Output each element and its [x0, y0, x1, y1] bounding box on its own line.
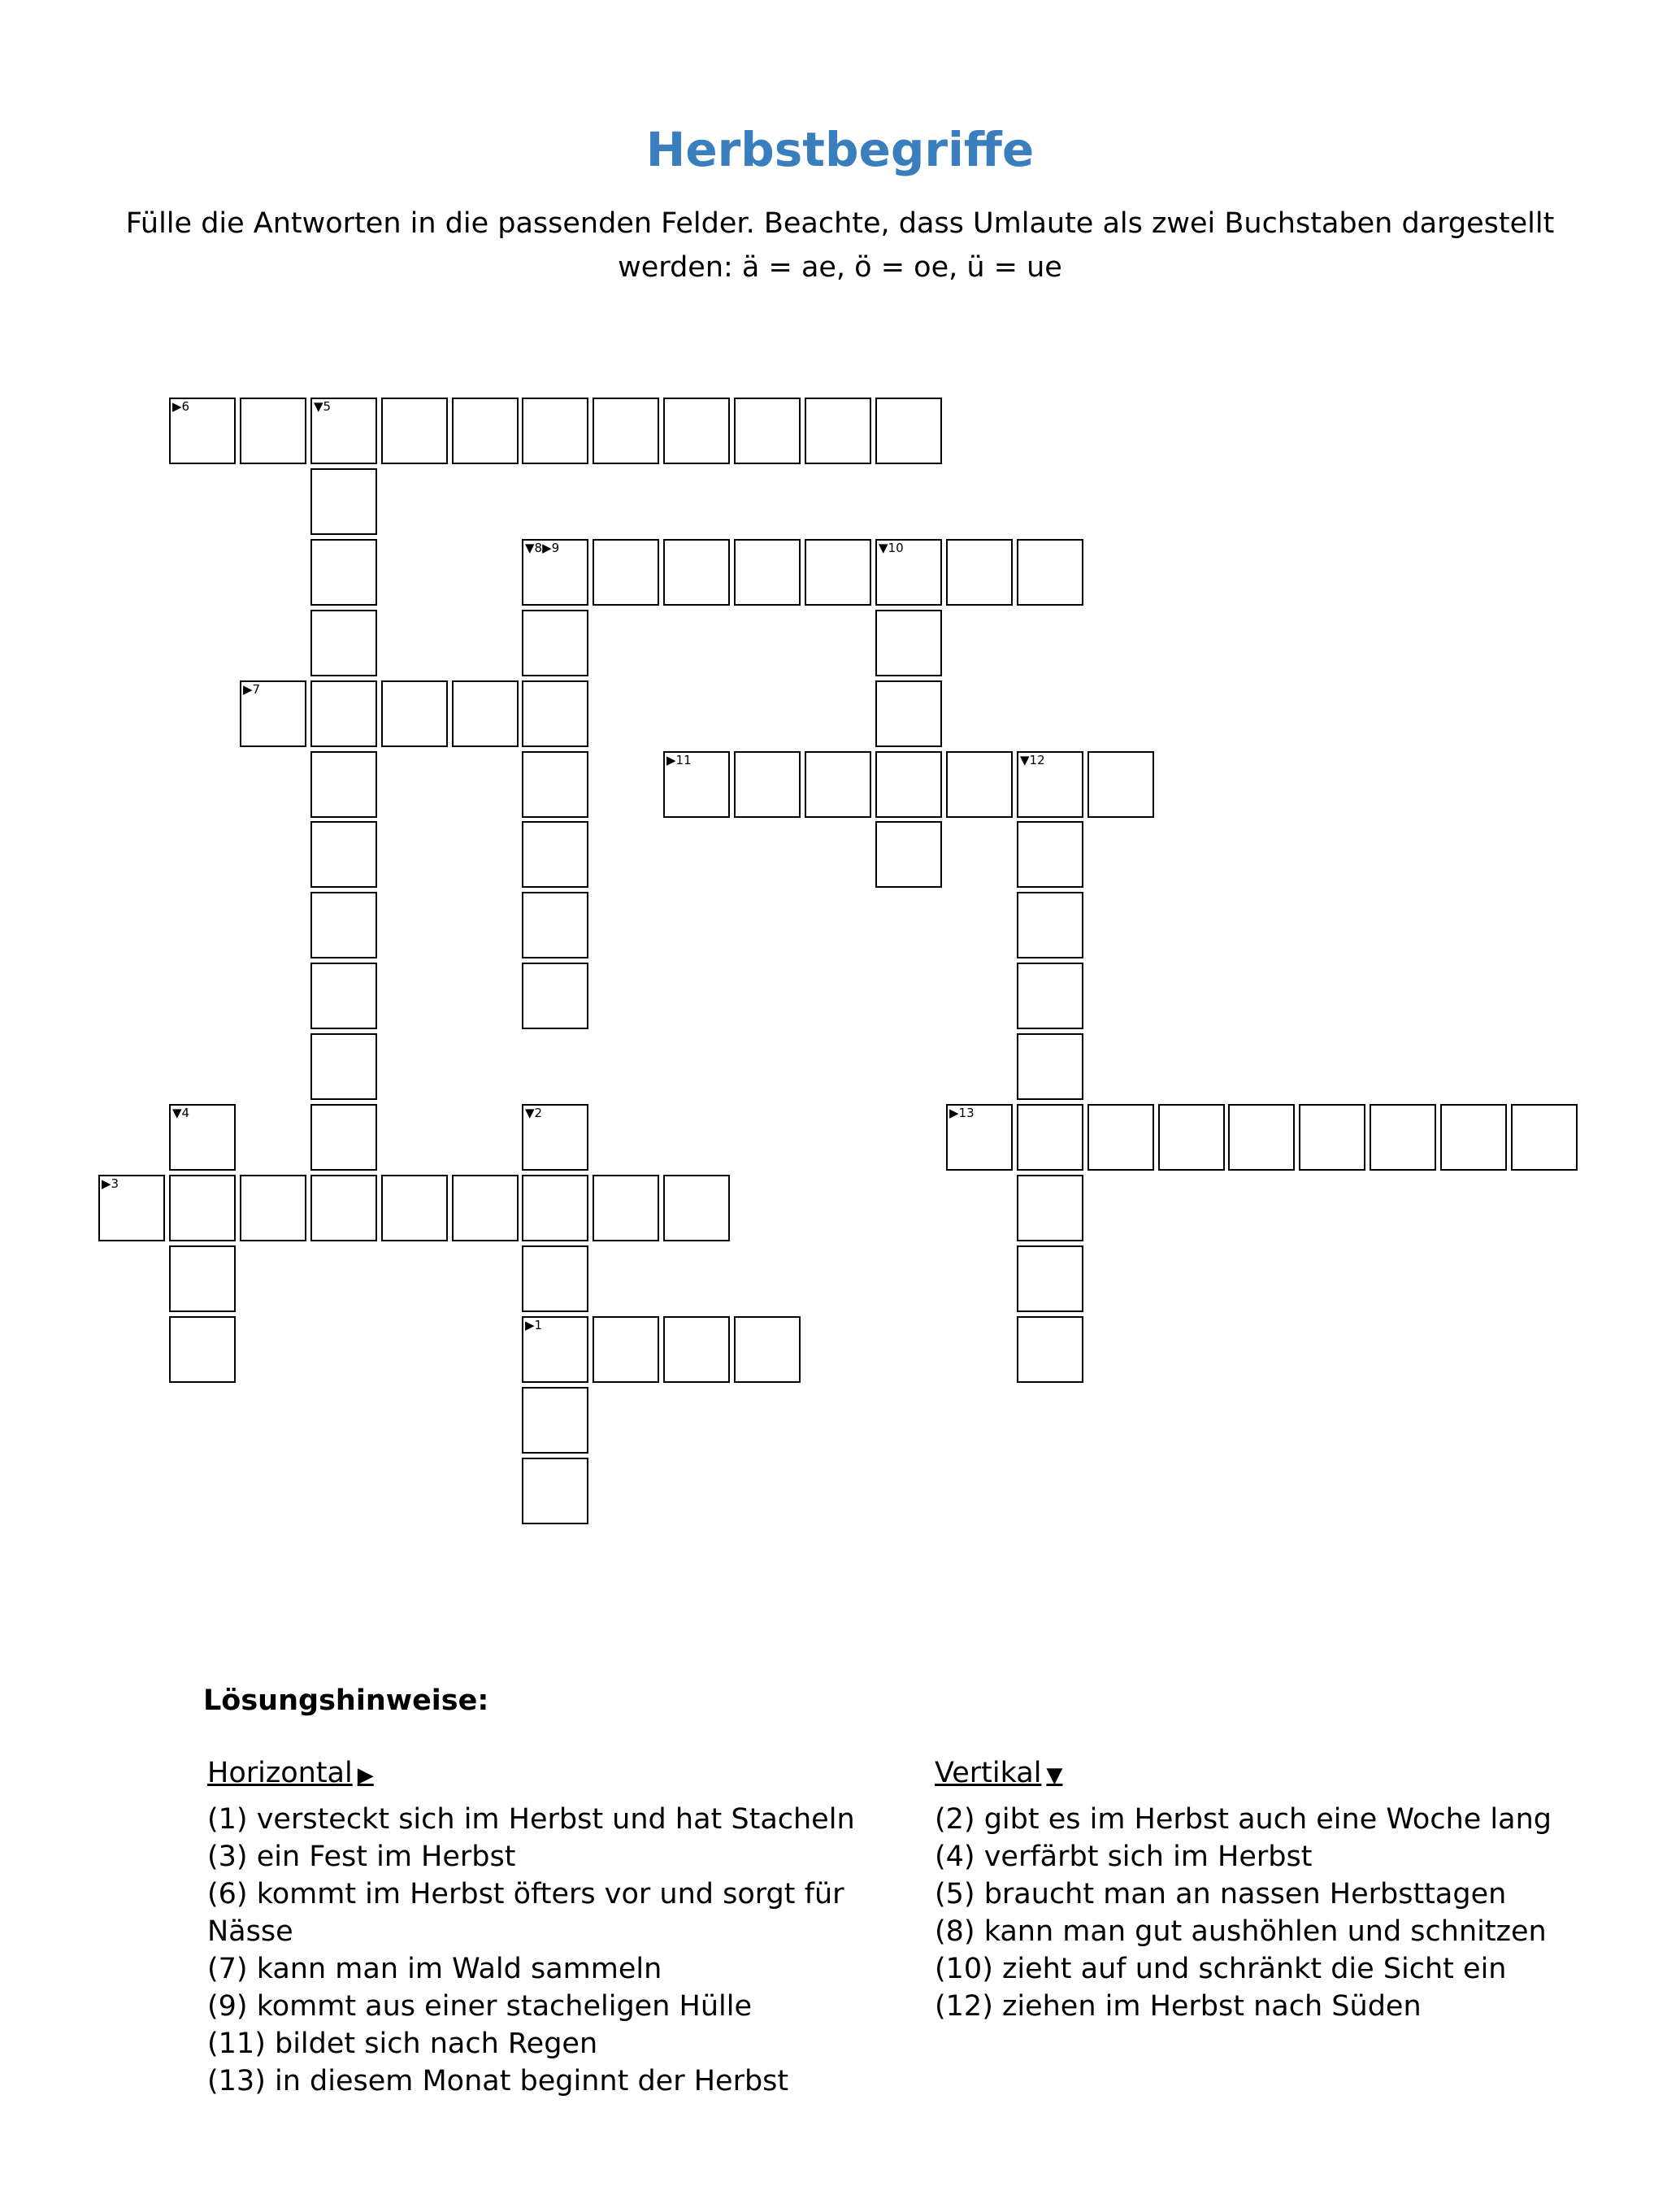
crossword-cell[interactable] — [1017, 1245, 1083, 1312]
clue-item: (10) zieht auf und schränkt die Sicht ein — [935, 1953, 1507, 1985]
crossword-cell[interactable] — [522, 821, 588, 888]
crossword-cell[interactable] — [98, 1175, 165, 1241]
crossword-cell[interactable] — [240, 398, 306, 464]
crossword-cell[interactable] — [875, 539, 942, 606]
crossword-cell[interactable] — [946, 751, 1013, 818]
crossword-cell[interactable] — [1017, 1316, 1083, 1383]
clue-item: (7) kann man im Wald sammeln — [207, 1953, 662, 1985]
clue-number: ▶6 — [172, 399, 190, 414]
crossword-cell[interactable] — [1228, 1104, 1295, 1171]
crossword-cell[interactable] — [169, 1245, 236, 1312]
crossword-cell[interactable] — [875, 680, 942, 747]
crossword-cell[interactable] — [734, 398, 801, 464]
crossword-cell[interactable] — [1017, 1104, 1083, 1171]
crossword-cell[interactable] — [310, 963, 377, 1029]
vertical-clues — [935, 1754, 1634, 2025]
crossword-cell[interactable] — [1017, 821, 1083, 888]
crossword-cell[interactable] — [310, 610, 377, 676]
crossword-cell[interactable] — [240, 680, 306, 747]
crossword-cell[interactable] — [310, 680, 377, 747]
down-triangle-icon: ▼ — [1046, 1763, 1063, 1788]
crossword-cell[interactable] — [522, 1245, 588, 1312]
crossword-cell[interactable] — [1370, 1104, 1436, 1171]
crossword-cell[interactable] — [1087, 1104, 1154, 1171]
clue-item: (13) in diesem Monat beginnt der Herbst — [207, 2065, 789, 2097]
crossword-cell[interactable] — [593, 539, 659, 606]
crossword-cell[interactable] — [1017, 539, 1083, 606]
crossword-cell[interactable] — [310, 751, 377, 818]
page-title: Herbstbegriffe — [645, 122, 1035, 177]
crossword-cell[interactable] — [663, 751, 730, 818]
clue-item: (2) gibt es im Herbst auch eine Woche lang — [935, 1803, 1552, 1836]
crossword-cell[interactable] — [593, 398, 659, 464]
crossword-cell[interactable] — [946, 1104, 1013, 1171]
crossword-cell[interactable] — [522, 892, 588, 958]
clue-item: (5) braucht man an nassen Herbsttagen — [935, 1878, 1507, 1910]
crossword-cell[interactable] — [1017, 1175, 1083, 1241]
right-triangle-icon: ▶ — [357, 1763, 374, 1788]
crossword-cell[interactable] — [522, 1387, 588, 1454]
crossword-cell[interactable] — [875, 751, 942, 818]
crossword-cell[interactable] — [1017, 1033, 1083, 1100]
crossword-cell[interactable] — [663, 539, 730, 606]
clue-number: ▼12 — [1020, 753, 1045, 767]
crossword-cell[interactable] — [381, 398, 448, 464]
crossword-cell[interactable] — [1299, 1104, 1365, 1171]
crossword-cell[interactable] — [663, 398, 730, 464]
crossword-cell[interactable] — [452, 680, 519, 747]
clue-item: (8) kann man gut aushöhlen und schnitzen — [935, 1915, 1547, 1948]
crossword-cell[interactable] — [593, 1175, 659, 1241]
clue-number: ▶11 — [666, 753, 692, 767]
clue-item: (4) verfärbt sich im Herbst — [935, 1841, 1313, 1873]
crossword-cell[interactable] — [310, 1104, 377, 1171]
horizontal-clues — [207, 1754, 874, 2100]
crossword-cell[interactable] — [1440, 1104, 1507, 1171]
crossword-cell[interactable] — [310, 1175, 377, 1241]
crossword-cell[interactable] — [522, 680, 588, 747]
crossword-cell[interactable] — [734, 1316, 801, 1383]
crossword-cell[interactable] — [522, 610, 588, 676]
crossword-cell[interactable] — [875, 610, 942, 676]
crossword-cell[interactable] — [452, 1175, 519, 1241]
crossword-cell[interactable] — [663, 1175, 730, 1241]
crossword-cell[interactable] — [805, 751, 871, 818]
clue-item: (12) ziehen im Herbst nach Süden — [935, 1990, 1422, 2023]
vertical-heading: Vertikal ▼ — [935, 1757, 1063, 1789]
crossword-cell[interactable] — [663, 1316, 730, 1383]
clue-item: (3) ein Fest im Herbst — [207, 1841, 516, 1873]
crossword-cell[interactable] — [522, 963, 588, 1029]
clue-item: (11) bildet sich nach Regen — [207, 2028, 598, 2060]
crossword-cell[interactable] — [169, 1316, 236, 1383]
crossword-cell[interactable] — [522, 1104, 588, 1171]
clue-number: ▶3 — [102, 1176, 119, 1191]
clue-number: ▼2 — [525, 1106, 543, 1120]
crossword-cell[interactable] — [452, 398, 519, 464]
clue-item: (1) versteckt sich im Herbst und hat Stacheln — [207, 1803, 855, 1836]
crossword-cell[interactable] — [734, 751, 801, 818]
crossword-cell[interactable] — [1017, 892, 1083, 958]
crossword-cell[interactable] — [522, 1175, 588, 1241]
crossword-cell[interactable] — [310, 468, 377, 535]
crossword-cell[interactable] — [875, 821, 942, 888]
crossword-cell[interactable] — [1511, 1104, 1578, 1171]
crossword-cell[interactable] — [946, 539, 1013, 606]
clue-number: ▶13 — [949, 1106, 975, 1120]
crossword-cell[interactable] — [169, 1175, 236, 1241]
crossword-cell[interactable] — [734, 539, 801, 606]
crossword-cell[interactable] — [1087, 751, 1154, 818]
clue-number: ▼10 — [879, 541, 904, 555]
instructions: Fülle die Antworten in die passenden Felder. Beachte, dass Umlaute als zwei Buchstaben dargestellt werden: ä = ae, ö = oe, ü = ue — [125, 207, 1555, 284]
crossword-cell[interactable] — [1017, 963, 1083, 1029]
crossword-cell[interactable] — [805, 398, 871, 464]
crossword-cell[interactable] — [805, 539, 871, 606]
crossword-cell[interactable] — [381, 680, 448, 747]
clue-number: ▼8▶9 — [525, 541, 560, 555]
crossword-cell[interactable] — [381, 1175, 448, 1241]
clue-item: (6) kommt im Herbst öfters vor und sorgt für Nässe — [207, 1878, 844, 1948]
clue-number: ▶1 — [525, 1318, 543, 1332]
crossword-cell[interactable] — [240, 1175, 306, 1241]
crossword-cell[interactable] — [310, 1033, 377, 1100]
crossword-cell[interactable] — [169, 1104, 236, 1171]
clue-number: ▼4 — [172, 1106, 190, 1120]
crossword-cell[interactable] — [169, 398, 236, 464]
clue-number: ▶7 — [243, 682, 261, 697]
crossword-cell[interactable] — [1017, 751, 1083, 818]
hints-heading: Lösungshinweise: — [203, 1684, 489, 1717]
clue-number: ▼5 — [314, 399, 332, 414]
crossword-cell[interactable] — [310, 398, 377, 464]
crossword-cell[interactable] — [522, 751, 588, 818]
crossword-cell[interactable] — [1158, 1104, 1225, 1171]
crossword-cell[interactable] — [310, 821, 377, 888]
horizontal-heading: Horizontal ▶ — [207, 1757, 374, 1789]
crossword-cell[interactable] — [522, 1458, 588, 1524]
crossword-cell[interactable] — [522, 398, 588, 464]
clue-item: (9) kommt aus einer stacheligen Hülle — [207, 1990, 753, 2023]
crossword-cell[interactable] — [310, 892, 377, 958]
crossword-cell[interactable] — [522, 539, 588, 606]
crossword-cell[interactable] — [310, 539, 377, 606]
crossword-cell[interactable] — [875, 398, 942, 464]
crossword-cell[interactable] — [593, 1316, 659, 1383]
crossword-cell[interactable] — [522, 1316, 588, 1383]
